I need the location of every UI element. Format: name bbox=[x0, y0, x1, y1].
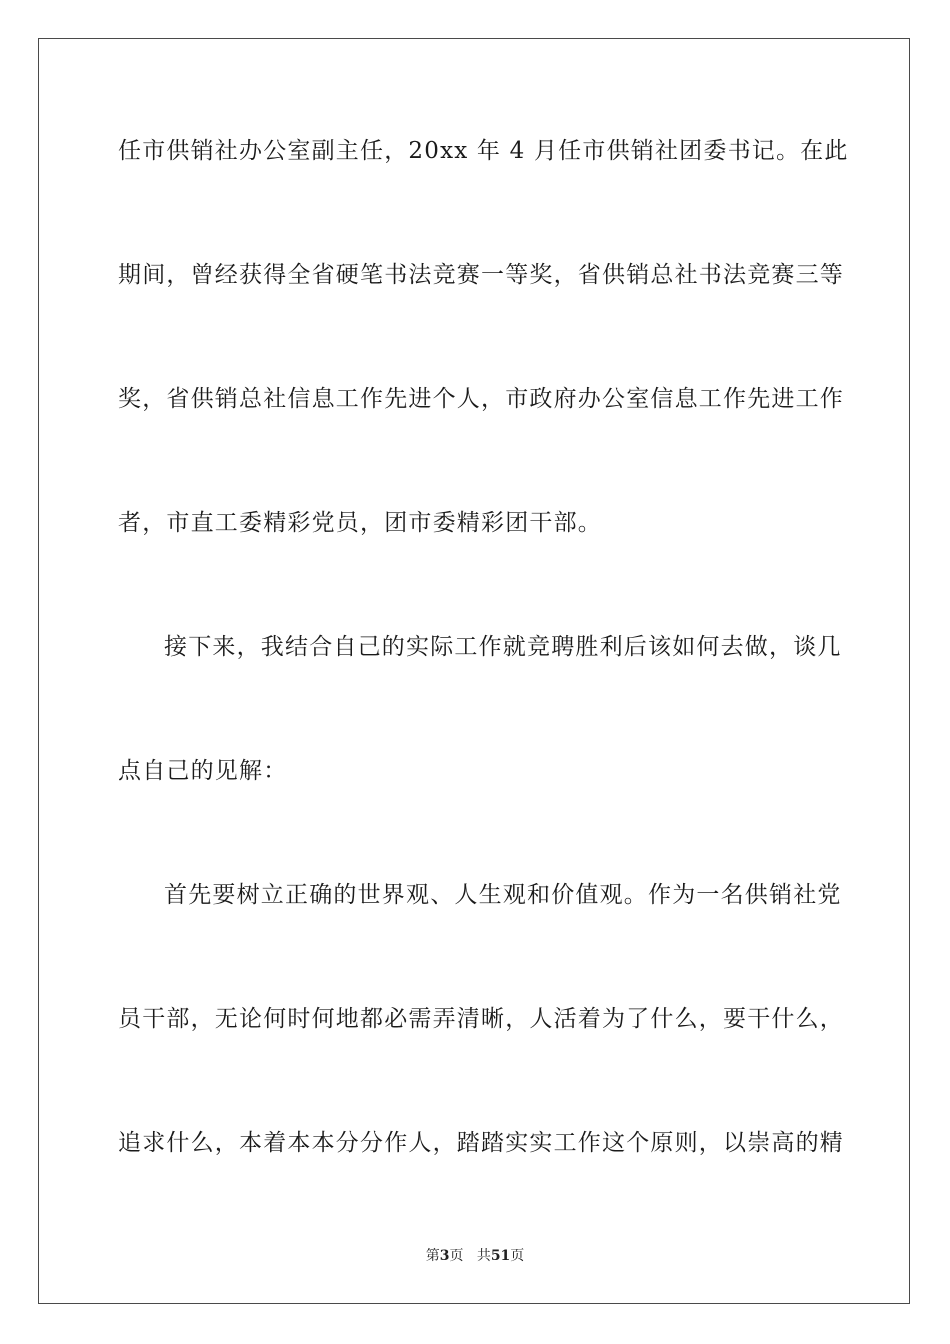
text-line-5: 接下来，我结合自己的实际工作就竞聘胜利后该如何去做，谈几 bbox=[164, 634, 842, 660]
page-number: 3 bbox=[439, 1248, 450, 1264]
text-line-7: 首先要树立正确的世界观、人生观和价值观。作为一名供销社党 bbox=[164, 882, 842, 908]
text-line-9: 追求什么，本着本本分分作人，踏踏实实工作这个原则，以崇高的精 bbox=[118, 1130, 844, 1156]
page-border bbox=[38, 38, 910, 1304]
total-pages: 51 bbox=[490, 1248, 511, 1264]
page-prefix: 第 bbox=[425, 1248, 440, 1264]
text-line-1: 任市供销社办公室副主任，20xx 年 4 月任市供销社团委书记。在此 bbox=[118, 138, 849, 164]
total-prefix: 共 bbox=[476, 1248, 491, 1264]
page-suffix: 页 bbox=[449, 1248, 464, 1264]
text-line-8: 员干部，无论何时何地都必需弄清晰，人活着为了什么，要干什么， bbox=[118, 1006, 844, 1032]
total-suffix: 页 bbox=[510, 1248, 525, 1264]
text-line-3: 奖，省供销总社信息工作先进个人，市政府办公室信息工作先进工作 bbox=[118, 386, 844, 412]
text-line-6: 点自己的见解： bbox=[118, 758, 288, 784]
text-line-4: 者，市直工委精彩党员，团市委精彩团干部。 bbox=[118, 510, 602, 536]
page-footer bbox=[0, 1247, 950, 1265]
text-line-2: 期间，曾经获得全省硬笔书法竞赛一等奖，省供销总社书法竞赛三等 bbox=[118, 262, 844, 288]
